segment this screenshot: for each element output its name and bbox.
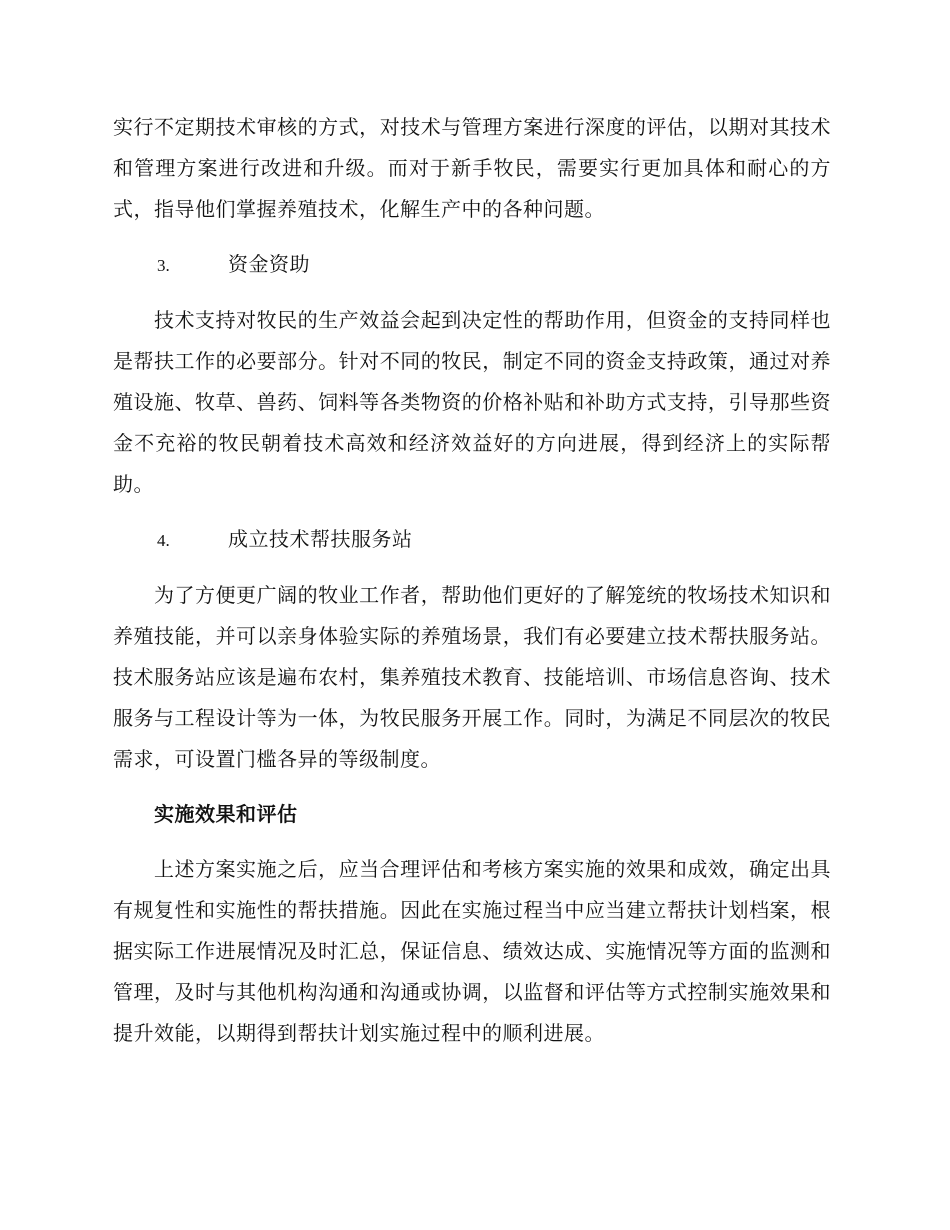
- list-item-number: 3.: [157, 256, 170, 275]
- section-heading: 实施效果和评估: [154, 802, 298, 826]
- list-item-number: 4.: [157, 531, 170, 550]
- list-item-service-station: [113, 519, 831, 561]
- list-item-title: 资金资助: [228, 252, 310, 276]
- list-item-title: 成立技术帮扶服务站: [228, 527, 413, 551]
- paragraph-evaluation: 上述方案实施之后，应当合理评估和考核方案实施的效果和成效，确定出具有规复性和实施性的帮扶措施。因此在实施过程当中应当建立帮扶计划档案，根据实际工作进展情况及时汇总，保证信息、绩效达成、实施情况等方面的监测和管理，及时与其他机构沟通和沟通或协调，以监督和评估等方式控制实施效果和提升效能，以期得到帮扶计划实施过程中的顺利进展。: [113, 857, 831, 1045]
- paragraph-funding: 技术支持对牧民的生产效益会起到决定性的帮助作用，但资金的支持同样也是帮扶工作的必要部分。针对不同的牧民，制定不同的资金支持政策，通过对养殖设施、牧草、兽药、饲料等各类物资的价格补贴和补助方式支持，引导那些资金不充裕的牧民朝着技术高效和经济效益好的方向进展，得到经济上的实际帮助。: [113, 308, 831, 496]
- paragraph-service-station: 为了方便更广阔的牧业工作者，帮助他们更好的了解笼统的牧场技术知识和养殖技能，并可以亲身体验实际的养殖场景，我们有必要建立技术帮扶服务站。技术服务站应该是遍布农村，集养殖技术教育、技能培训、市场信息咨询、技术服务与工程设计等为一体，为牧民服务开展工作。同时，为满足不同层次的牧民需求，可设置门槛各异的等级制度。: [113, 583, 831, 771]
- list-item-funding: [113, 244, 831, 286]
- document-body: [113, 107, 831, 1068]
- paragraph-technical-review: 实行不定期技术审核的方式，对技术与管理方案进行深度的评估，以期对其技术和管理方案进行改进和升级。而对于新手牧民，需要实行更加具体和耐心的方式，指导他们掌握养殖技术，化解生产中的各种问题。: [113, 115, 831, 221]
